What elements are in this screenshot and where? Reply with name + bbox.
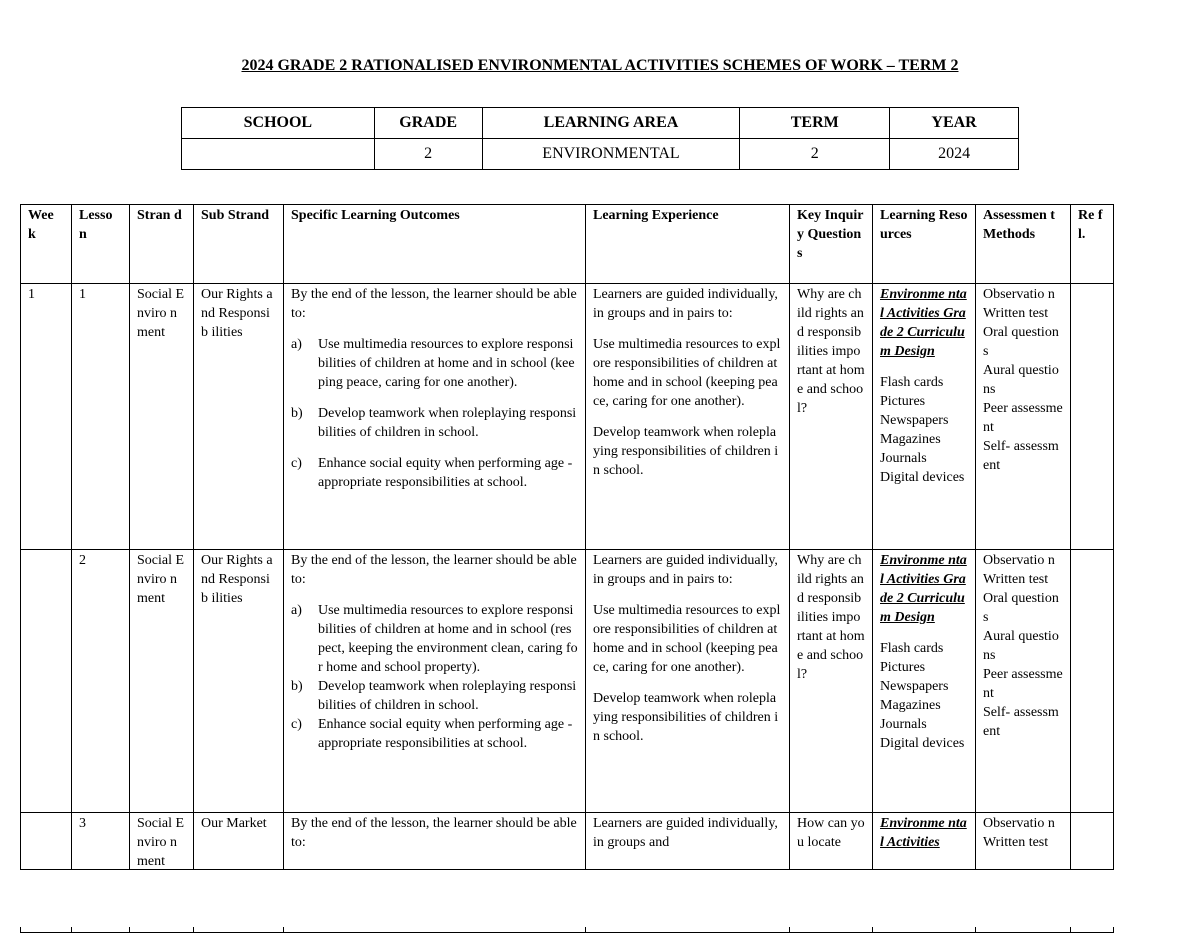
- curriculum-design-reference: Environme ntal Activities Grade 2 Curriculum Design: [880, 553, 967, 625]
- outcomes-intro: By the end of the lesson, the learner should be able to:: [291, 287, 577, 321]
- info-value-grade: 2: [374, 139, 482, 170]
- resource-item: Magazines: [880, 432, 941, 447]
- week-cell: 1: [21, 284, 72, 550]
- resource-item: Newspapers: [880, 679, 949, 694]
- scheme-of-work-table: [20, 204, 1114, 933]
- header-reflection: Re fl.: [1071, 205, 1114, 284]
- outcomes-list: [291, 601, 578, 753]
- header-lesson: Lesso n: [72, 205, 130, 284]
- key-question-cell: How can you locate: [790, 813, 873, 933]
- experience-item: Develop teamwork when roleplaying responsibilities of children in school.: [593, 425, 779, 478]
- header-assessment: Assessmen t Methods: [976, 205, 1071, 284]
- list-item: c) Enhance social equity when performing age -appropriate responsibilities at school.: [291, 717, 573, 751]
- header-week: Wee k: [21, 205, 72, 284]
- header-resources: Learning Resources: [873, 205, 976, 284]
- reflection-cell: [1071, 550, 1114, 813]
- sub-strand-cell: Our Rights and Responsib ilities: [194, 284, 284, 550]
- key-question-cell: Why are child rights and responsib ilities important at home and school?: [790, 284, 873, 550]
- experience-item: Use multimedia resources to explore responsibilities of children at home and in school (keeping peace, caring for one another).: [593, 337, 781, 409]
- info-header-grade: GRADE: [374, 108, 482, 139]
- experience-intro: Learners are guided individually, in groups and in pairs to:: [593, 553, 778, 587]
- info-header-year: YEAR: [890, 108, 1019, 139]
- page-bottom-margin: [0, 870, 1200, 927]
- header-strand: Stran d: [130, 205, 194, 284]
- resource-item: Digital devices: [880, 470, 965, 485]
- table-row: [21, 284, 1114, 550]
- resource-item: Pictures: [880, 660, 926, 675]
- resources-cell: [873, 550, 976, 813]
- experience-cell: [586, 284, 790, 550]
- assessment-cell: [976, 284, 1071, 550]
- sub-strand-cell: Our Market: [194, 813, 284, 933]
- list-item: c) Enhance social equity when performing age -appropriate responsibilities at school.: [291, 456, 573, 490]
- strand-cell: Social Enviro nment: [130, 813, 194, 933]
- header-key-question: Key Inquiry Question s: [790, 205, 873, 284]
- header-experience: Learning Experience: [586, 205, 790, 284]
- header-sub-strand: Sub Strand: [194, 205, 284, 284]
- info-value-term: 2: [740, 139, 890, 170]
- assessment-item: Written test: [983, 572, 1049, 587]
- resource-item: Digital devices: [880, 736, 965, 751]
- outcomes-list: [291, 335, 578, 492]
- assessment-item: Observatio n: [983, 816, 1055, 831]
- key-question-cell: Why are child rights and responsib ilities important at home and school?: [790, 550, 873, 813]
- resource-item: Flash cards: [880, 375, 944, 390]
- info-header-school: SCHOOL: [182, 108, 375, 139]
- list-item: a) Use multimedia resources to explore responsibilities of children at home and in school (keeping peace, caring for one another).: [291, 337, 575, 390]
- experience-intro: Learners are guided individually, in groups and: [593, 816, 778, 850]
- outcomes-intro: By the end of the lesson, the learner should be able to:: [291, 553, 577, 587]
- lesson-cell: 1: [72, 284, 130, 550]
- assessment-item: Peer assessment: [983, 401, 1063, 435]
- list-item: b) Develop teamwork when roleplaying responsibilities of children in school.: [291, 679, 577, 713]
- strand-cell: Social Enviro nment: [130, 284, 194, 550]
- sub-strand-cell: Our Rights and Responsib ilities: [194, 550, 284, 813]
- assessment-item: Aural questions: [983, 363, 1059, 397]
- info-value-learning-area: ENVIRONMENTAL: [482, 139, 740, 170]
- experience-cell: [586, 550, 790, 813]
- assessment-item: Oral questions: [983, 325, 1059, 359]
- info-header-learning-area: LEARNING AREA: [482, 108, 740, 139]
- header-outcomes: Specific Learning Outcomes: [284, 205, 586, 284]
- lesson-cell: 3: [72, 813, 130, 933]
- list-item: a) Use multimedia resources to explore responsibilities of children at home and in school (respect, keeping the environment clean, caring for home and school property).: [291, 603, 578, 675]
- table-row: [21, 550, 1114, 813]
- assessment-item: Aural questions: [983, 629, 1059, 663]
- resource-item: Magazines: [880, 698, 941, 713]
- reflection-cell: [1071, 284, 1114, 550]
- school-info-table: [181, 107, 1019, 170]
- resource-item: Pictures: [880, 394, 926, 409]
- resource-item: Flash cards: [880, 641, 944, 656]
- resource-item: Journals: [880, 451, 927, 466]
- week-cell: [21, 550, 72, 813]
- experience-intro: Learners are guided individually, in groups and in pairs to:: [593, 287, 778, 321]
- resource-item: Journals: [880, 717, 927, 732]
- resource-item: Newspapers: [880, 413, 949, 428]
- list-item: b) Develop teamwork when roleplaying responsibilities of children in school.: [291, 406, 577, 440]
- strand-cell: Social Enviro nment: [130, 550, 194, 813]
- info-header-term: TERM: [740, 108, 890, 139]
- info-value-school: [182, 139, 375, 170]
- outcomes-intro: By the end of the lesson, the learner should be able to:: [291, 816, 577, 850]
- assessment-cell: [976, 550, 1071, 813]
- assessment-item: Written test: [983, 835, 1049, 850]
- experience-item: Develop teamwork when roleplaying responsibilities of children in school.: [593, 691, 779, 744]
- document-title: 2024 GRADE 2 RATIONALISED ENVIRONMENTAL ACTIVITIES SCHEMES OF WORK – TERM 2: [241, 57, 959, 74]
- assessment-item: Oral questions: [983, 591, 1059, 625]
- experience-item: Use multimedia resources to explore responsibilities of children at home and in school (keeping peace, caring for one another).: [593, 603, 781, 675]
- info-value-year: 2024: [890, 139, 1019, 170]
- assessment-item: Written test: [983, 306, 1049, 321]
- assessment-item: Self- assessment: [983, 439, 1059, 473]
- lesson-cell: 2: [72, 550, 130, 813]
- assessment-item: Observatio n: [983, 287, 1055, 302]
- resources-cell: [873, 284, 976, 550]
- assessment-item: Observatio n: [983, 553, 1055, 568]
- assessment-item: Self- assessment: [983, 705, 1059, 739]
- outcomes-cell: [284, 550, 586, 813]
- outcomes-cell: [284, 284, 586, 550]
- curriculum-design-reference: Environme ntal Activities: [880, 816, 967, 850]
- curriculum-design-reference: Environme ntal Activities Grade 2 Curriculum Design: [880, 287, 967, 359]
- assessment-item: Peer assessment: [983, 667, 1063, 701]
- page-cut-line: [20, 869, 1113, 870]
